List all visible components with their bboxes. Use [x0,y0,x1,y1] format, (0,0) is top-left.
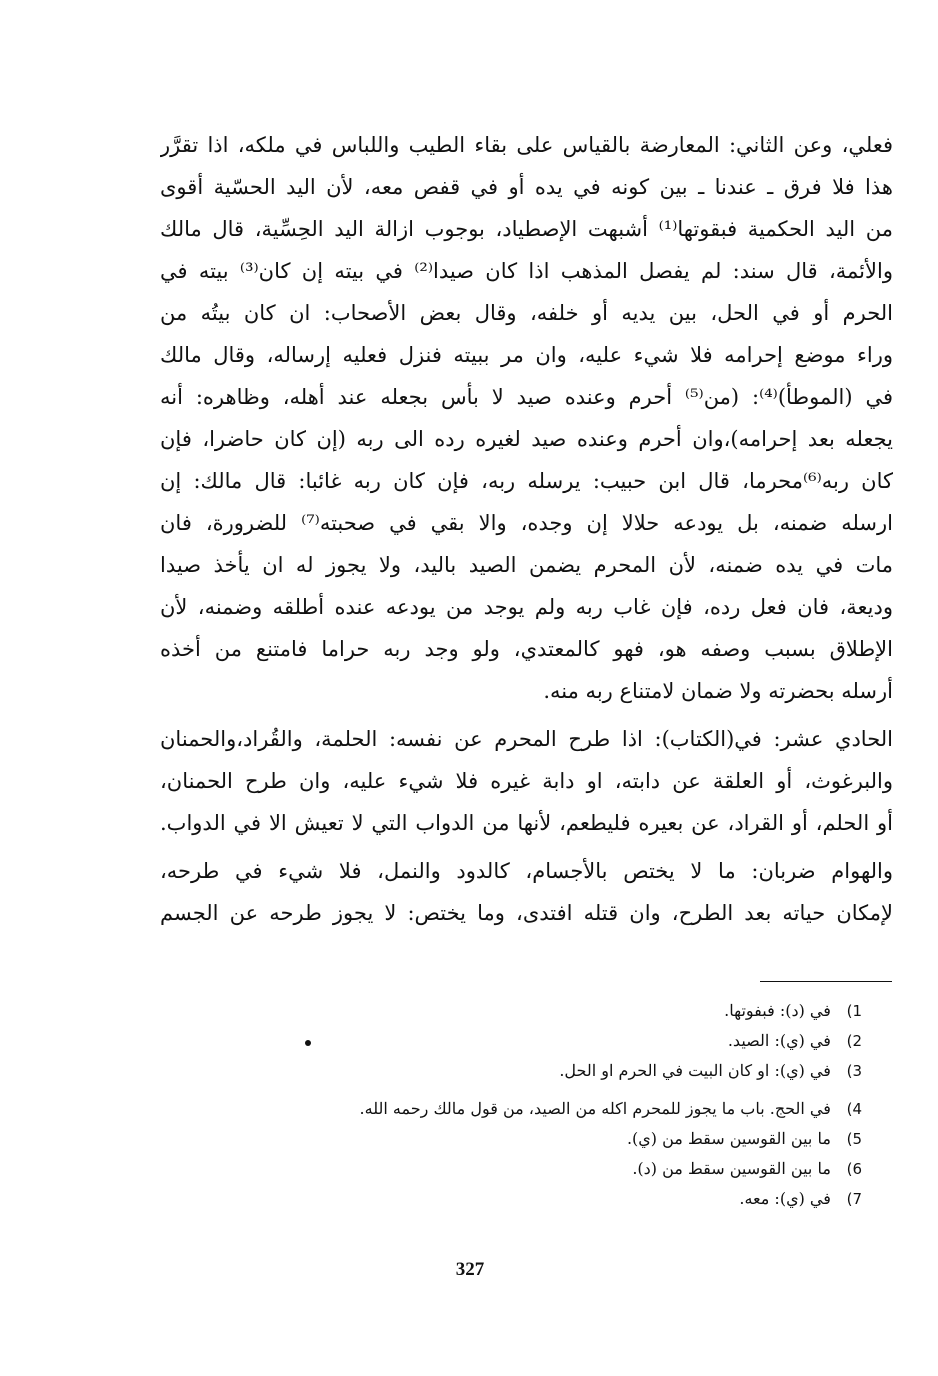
footnote-item [300,1026,862,1056]
text-line: والبرغوث، أو العلقة عن دابته، او دابة غيره فلا شيء عليه، وان طرح الحمنان، [160,769,893,793]
footnote-number: 4) [846,1100,862,1118]
footnote-text: في الحج. باب ما يجوز للمحرم اكله من الصيد، من قول مالك رحمه الله. [359,1099,831,1118]
text-line: ارسله ضمنه، بل يودعه حلالا إن وجده، والا بقي في صحبته⁽⁷⁾ للضرورة، فان [160,511,893,535]
footnote-item [300,1124,862,1154]
text-line: وديعة، فان فعل رده، فإن غاب ربه ولم يوجد من يودعه عنده أطلقه وضمنه، لأن [160,595,893,619]
footnote-text: ما بين القوسين سقط من (ي). [626,1129,831,1148]
footnote-number: 5) [846,1130,862,1148]
text-line: الإطلاق بسبب وصفه هو، فهو كالمعتدي، ولو وجد ربه حراما فامتنع من أخذه [160,637,893,661]
page-number: 327 [455,1259,485,1280]
footnote-item [300,1056,862,1086]
text-line: لإمكان حياته بعد الطرح، وان قتله افتدى، وما يختص: لا يجوز طرحه عن الجسم [160,901,893,925]
text-line: أرسله بحضرته ولا ضمان لامتناع ربه منه. [543,679,893,703]
text-line: يجعله بعد إحرامه)،وان أحرم وعنده صيد لغيره رده الى ربه (إن كان حاضرا، فإن [160,427,893,451]
footnote-divider [760,981,892,982]
footnote-item [300,1094,862,1124]
footnote-text: ما بين القوسين سقط من (د). [632,1159,831,1178]
footnote-number: 3) [846,1062,862,1080]
text-line: فعلي، وعن الثاني: المعارضة بالقياس على بقاء الطيب واللباس في ملكه، اذا تقرَّر [160,133,893,157]
footnote-item [300,1154,862,1184]
footnote-number: 2) [846,1032,862,1050]
text-line: وراء موضع إحرامه فلا شيء عليه، وان مر ببيته فنزل فعليه إرساله، وقال مالك [160,343,893,367]
text-line: والهوام ضربان: ما لا يختص بالأجسام، كالدود والنمل، فلا شيء في طرحه، [160,859,893,883]
text-line: والأئمة، قال سند: لم يفصل المذهب اذا كان صيدا⁽²⁾ في بيته إن كان⁽³⁾ بيته في [160,259,893,283]
footnote-text: في (د): فبفوتها. [724,1001,831,1020]
footnote-number: 6) [846,1160,862,1178]
text-line: أو الحلم، أو القراد، عن بعيره فليطعم، لأنها من الدواب التي لا تعيش الا في الدواب. [160,811,893,835]
text-line: الحادي عشر: في(الكتاب): اذا طرح المحرم عن نفسه: الحلمة، والقُراد،والحمنان [160,727,893,751]
text-line: الحرم أو في الحل، بين يديه أو خلفه، وقال بعض الأصحاب: ان كان بيتُه من [160,301,893,325]
footnote-text: في (ي): الصيد. [727,1031,831,1050]
main-text [160,124,893,934]
text-line: في (الموطأ)⁽⁴⁾: (من⁽⁵⁾ أحرم وعنده صيد لا بأس بجعله عند أهله، وظاهره: أنه [160,385,893,409]
text-line: كان ربه⁽⁶⁾محرما، قال ابن حبيب: يرسله ربه، فإن كان ربه غائبا: قال مالك: إن [160,469,893,493]
footnote-number: 1) [846,1002,862,1020]
footnote-text: في (ي): او كان البيت في الحرم او الحل. [559,1061,831,1080]
text-line: من اليد الحكمية فبقوتها⁽¹⁾ أشبهت الإصطياد، بوجوب ازالة اليد الحِسِّية، قال مالك [160,217,893,241]
footnote-item [300,996,862,1026]
footnote-item [300,1184,862,1214]
footnote-text: في (ي): معه. [739,1189,831,1208]
text-line: مات في يده ضمنه، لأن المحرم يضمن الصيد باليد، ولا يجوز له ان يأخذ صيدا [160,553,893,577]
footnote-number: 7) [846,1190,862,1208]
text-line: هذا فلا فرق ـ عندنا ـ بين كونه في يده أو في قفص معه، لأن اليد الحسّية أقوى [160,175,893,199]
footnotes-list [300,996,862,1214]
